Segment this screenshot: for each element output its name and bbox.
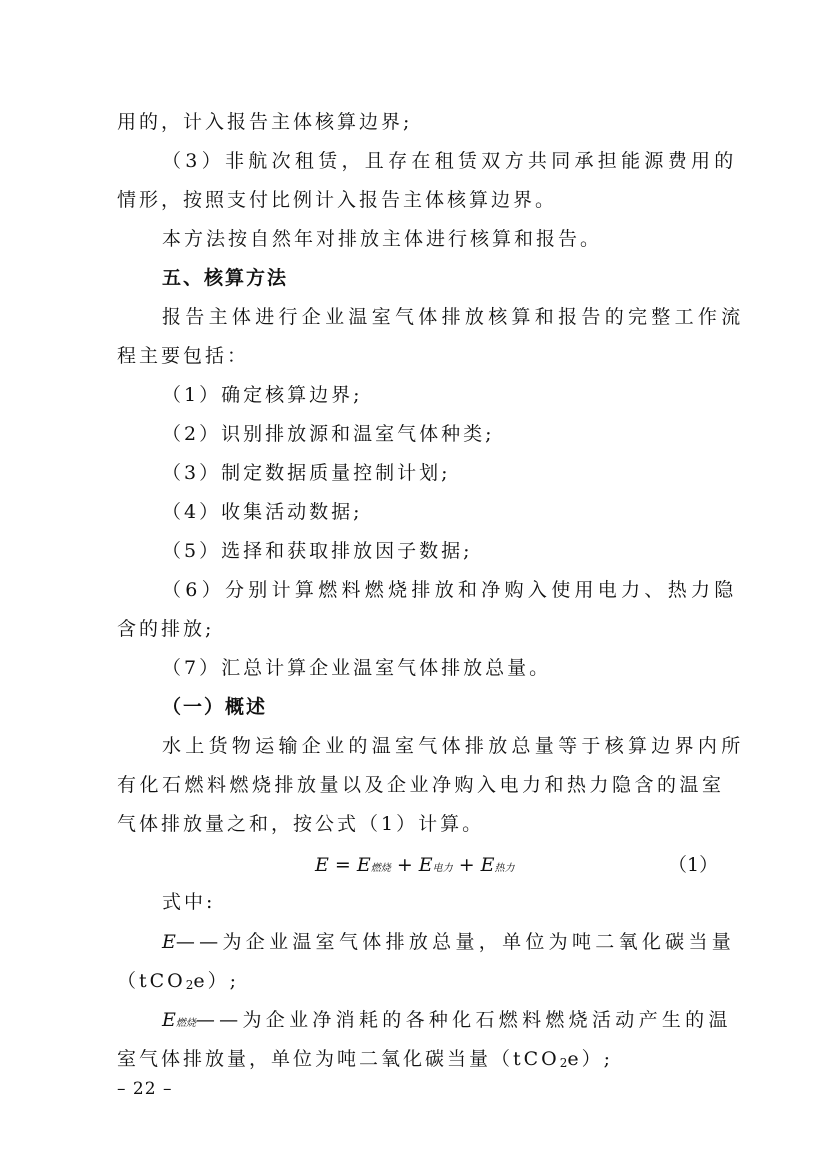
paragraph-line: 程主要包括：	[117, 345, 250, 367]
definition-line	[162, 930, 735, 954]
list-item: （3）制定数据质量控制计划;	[162, 462, 451, 484]
list-item: （4）收集活动数据;	[162, 501, 363, 523]
symbol-e: E	[162, 931, 176, 953]
equation-number: （1）	[668, 854, 719, 876]
list-item: （7）汇总计算企业温室气体排放总量。	[162, 657, 552, 679]
equation-subscript: 电力	[432, 863, 453, 874]
list-item: （1）确定核算边界;	[162, 384, 363, 406]
paragraph-line: 气体排放量之和，按公式（1）计算。	[117, 813, 485, 835]
equation-subscript: 热力	[494, 863, 515, 874]
list-item-continued: 含的排放;	[117, 618, 215, 640]
unit-subscript: 2	[185, 978, 194, 992]
paragraph-line: 本方法按自然年对排放主体进行核算和报告。	[162, 228, 603, 250]
subsection-heading: （一）概述	[162, 696, 268, 718]
equation-term: E	[356, 854, 371, 876]
paragraph-line: 有化石燃料燃烧排放量以及企业净购入电力和热力隐含的温室	[117, 774, 725, 796]
definition-unit	[117, 969, 239, 997]
plus-sign: +	[396, 854, 413, 876]
equation-subscript: 燃烧	[370, 863, 391, 874]
section-heading: 五、核算方法	[162, 267, 289, 289]
definition-continued	[117, 1047, 613, 1075]
symbol-e-fuel: E	[162, 1009, 176, 1031]
equals-sign: =	[334, 854, 351, 876]
paragraph-line: 用的，计入报告主体核算边界;	[117, 111, 413, 133]
unit-text: e）;	[567, 1048, 614, 1070]
unit-text: （tCO	[117, 970, 186, 992]
symbol-subscript: 燃烧	[175, 1018, 196, 1029]
paragraph-line: 情形，按照支付比例计入报告主体核算边界。	[117, 189, 558, 211]
list-item: （5）选择和获取排放因子数据;	[162, 540, 473, 562]
equation-term: E	[480, 854, 495, 876]
unit-text: e）;	[193, 970, 240, 992]
definition-text: ——为企业温室气体排放总量，单位为吨二氧化碳当量	[175, 931, 736, 953]
list-item: （2）识别排放源和温室气体种类;	[162, 423, 495, 445]
definition-line	[162, 1008, 732, 1036]
paragraph-line: 报告主体进行企业温室气体排放核算和报告的完整工作流	[162, 306, 745, 328]
equation	[315, 853, 515, 881]
where-label: 式中:	[162, 891, 216, 913]
definition-text: 室气体排放量，单位为吨二氧化碳当量（tCO	[117, 1048, 560, 1070]
equation-term: E	[418, 854, 433, 876]
list-item: （6）分别计算燃料燃烧排放和净购入使用电力、热力隐	[162, 579, 738, 601]
definition-text: ——为企业净消耗的各种化石燃料燃烧活动产生的温	[195, 1009, 732, 1031]
page-number: – 22 –	[117, 1079, 173, 1099]
plus-sign: +	[458, 854, 475, 876]
paragraph-line: （3）非航次租赁，且存在租赁双方共同承担能源费用的	[162, 150, 738, 172]
unit-subscript: 2	[559, 1056, 568, 1070]
paragraph-line: 水上货物运输企业的温室气体排放总量等于核算边界内所	[162, 735, 745, 757]
equation-lhs: E	[315, 854, 329, 876]
